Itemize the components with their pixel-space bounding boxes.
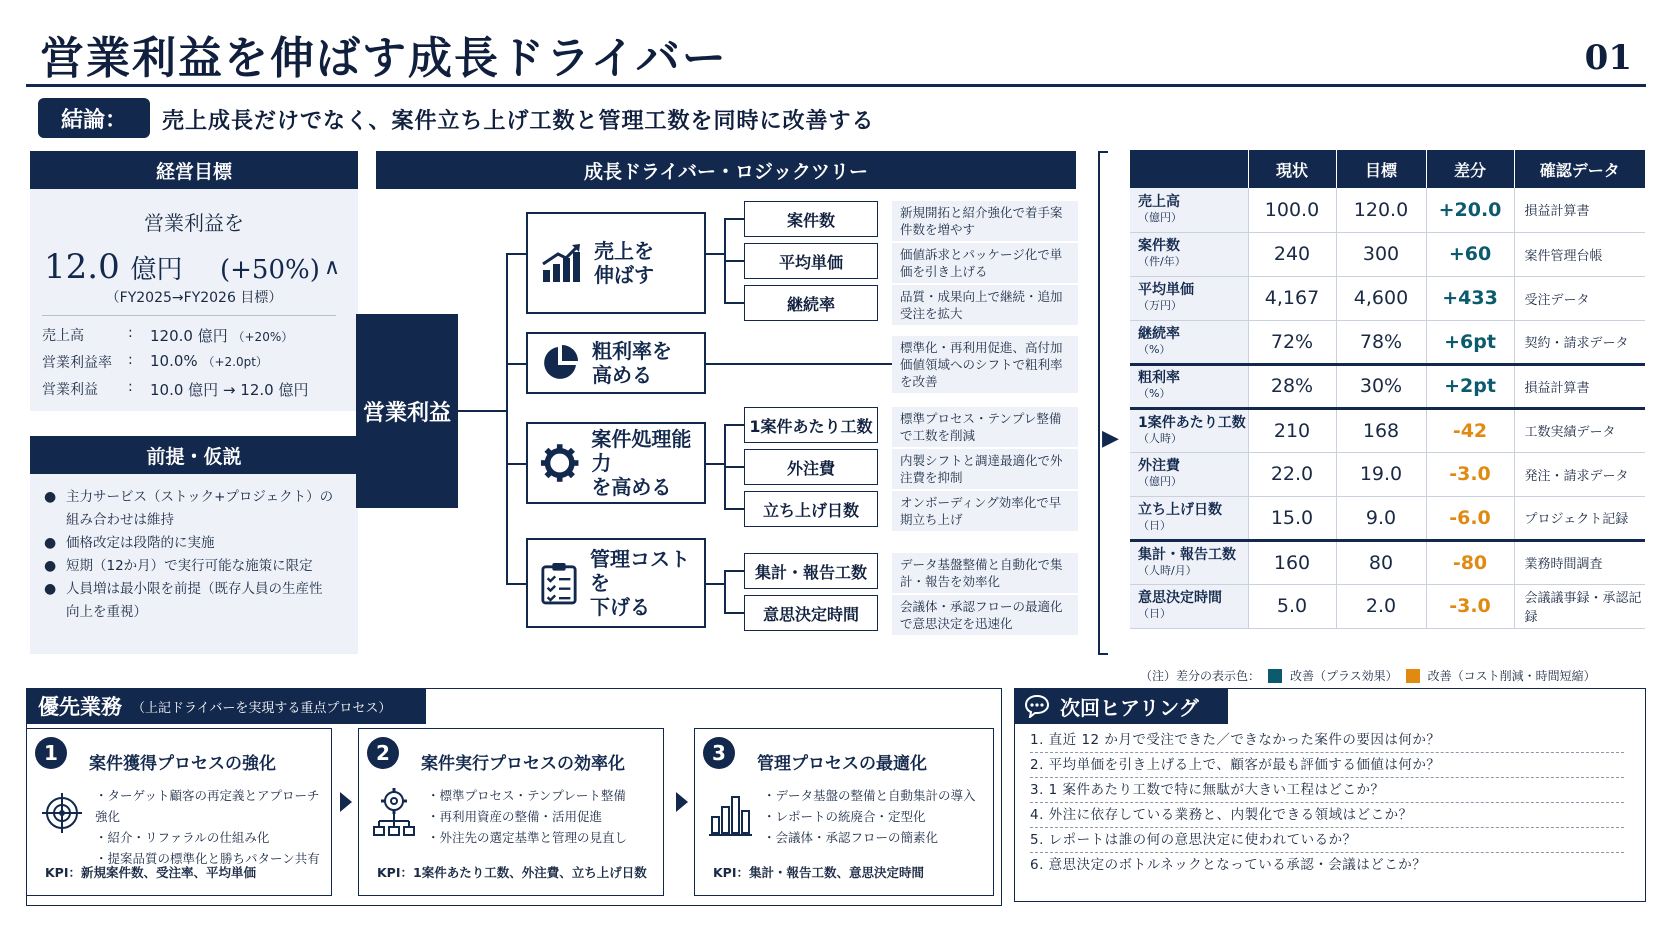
premise-heading: 前提・仮説 xyxy=(30,436,358,474)
list-item: ・提案品質の標準化と勝ちパターン共有 xyxy=(95,851,320,866)
bullet-text: 短期（12か月）で実行可能な施策に限定 xyxy=(66,558,313,574)
table-row xyxy=(1130,408,1645,452)
row-name xyxy=(1130,364,1248,408)
question-item: 4. 外注に依存している業務と、内製化できる領域はどこか？ xyxy=(1030,803,1624,828)
question-item: 2. 平均単価を引き上げる上で、顧客が最も評価する価値は何か？ xyxy=(1030,753,1624,778)
row-name-text: 集計・報告工数 xyxy=(1138,546,1236,563)
table-row xyxy=(1130,276,1645,320)
table-header-row xyxy=(1130,150,1645,188)
row-name xyxy=(1130,320,1248,364)
leaf-description: 価値訴求とパッケージ化で単価を引き上げる xyxy=(892,243,1078,283)
list-item: ・外注先の選定基準と管理の見直し xyxy=(427,830,628,845)
up-arrow-icon: ∧ xyxy=(324,255,341,280)
row-unit: （件/年） xyxy=(1138,255,1186,268)
row-name xyxy=(1130,540,1248,584)
bar-growth-icon xyxy=(540,242,582,284)
table-row xyxy=(1130,584,1645,628)
leaf-description: 品質・成果向上で継続・追加受注を拡大 xyxy=(892,285,1078,325)
row-name-text: 立ち上げ日数 xyxy=(1138,501,1222,518)
cell-target: 78% xyxy=(1336,320,1426,364)
leaf-outsourcing: 外注費 xyxy=(744,449,878,485)
goal-row-note: （+2.0pt） xyxy=(202,355,268,369)
question-item: 5. レポートは誰の何の意思決定に使われているか？ xyxy=(1030,828,1624,853)
premise-list xyxy=(44,486,334,624)
leaf-description: 標準化・再利用促進、高付加価値領域へのシフトで粗利率を改善 xyxy=(892,336,1078,393)
cell-target: 2.0 xyxy=(1336,584,1426,628)
cell-source: 業務時間調査 xyxy=(1514,540,1645,584)
card-title: 案件獲得プロセスの強化 xyxy=(89,754,276,774)
row-name-text: 案件数 xyxy=(1138,238,1180,254)
list-item: ・再利用資産の整備・活用促進 xyxy=(427,809,603,824)
row-unit: （%） xyxy=(1138,342,1171,356)
row-unit: （日） xyxy=(1138,518,1171,532)
goal-number: 12.0 xyxy=(44,247,120,287)
row-unit: （人時/月） xyxy=(1138,563,1197,577)
priority-header xyxy=(26,688,426,724)
cell-diff: +2pt xyxy=(1426,364,1514,408)
cell-source: 工数実績データ xyxy=(1514,408,1645,452)
bullet-dot: ● xyxy=(44,535,57,551)
connector xyxy=(724,302,744,304)
row-unit: （日） xyxy=(1138,607,1171,620)
bullet-dot: ● xyxy=(44,558,57,574)
connector xyxy=(506,463,526,465)
list-item: ・ターゲット顧客の再定義とアプローチ強化 xyxy=(95,788,320,824)
cell-target: 19.0 xyxy=(1336,452,1426,496)
bracket-arrow-icon: ▶ xyxy=(1102,426,1119,451)
priority-subtitle: （上記ドライバーを実現する重点プロセス） xyxy=(132,700,392,716)
card-number: 2 xyxy=(367,737,399,769)
connector xyxy=(724,218,744,220)
cell-current: 160 xyxy=(1248,540,1336,584)
arrow-right-icon xyxy=(340,792,352,812)
leaf-description: データ基盤整備と自動化で集計・報告を効率化 xyxy=(892,553,1078,593)
connector xyxy=(706,363,892,365)
table-header: 目標 xyxy=(1336,150,1426,188)
cell-source: 損益計算書 xyxy=(1514,364,1645,408)
gear-flow-icon xyxy=(371,783,417,839)
card-list xyxy=(95,785,331,869)
goal-row-colon: : xyxy=(128,379,133,395)
table-row xyxy=(1130,232,1645,276)
note-pos: 改善（プラス効果） xyxy=(1290,669,1398,683)
row-name xyxy=(1130,232,1248,276)
driver-label xyxy=(590,547,704,619)
list-item xyxy=(44,486,334,532)
connector xyxy=(706,583,724,585)
tree-heading: 成長ドライバー・ロジックツリー xyxy=(376,151,1076,189)
goal-row-key: 営業利益率 xyxy=(42,355,112,371)
cell-diff: +6pt xyxy=(1426,320,1514,364)
cell-current: 22.0 xyxy=(1248,452,1336,496)
priority-card xyxy=(358,728,664,896)
goal-line1: 営業利益を xyxy=(144,211,244,235)
goal-value xyxy=(44,247,183,287)
connector xyxy=(724,612,744,614)
page-number: 01 xyxy=(1584,38,1632,78)
bullet-dot: ● xyxy=(44,581,57,597)
cell-diff: -3.0 xyxy=(1426,452,1514,496)
card-title: 案件実行プロセスの効率化 xyxy=(421,754,625,774)
cell-current: 72% xyxy=(1248,320,1336,364)
bullet-text: 価格改定は段階的に実施 xyxy=(66,535,215,551)
table-header: 確認データ xyxy=(1514,150,1645,188)
cell-target: 30% xyxy=(1336,364,1426,408)
premise-panel xyxy=(30,474,358,654)
driver-label xyxy=(592,339,672,387)
pie-icon xyxy=(540,343,580,383)
page-title: 営業利益を伸ばす成長ドライバー xyxy=(40,33,728,84)
header-rule xyxy=(26,84,1646,87)
table-note xyxy=(1140,667,1596,684)
driver-label-line: を高める xyxy=(591,475,672,499)
goal-row-value: 10.0 億円 → 12.0 億円 xyxy=(150,381,309,399)
cell-target: 9.0 xyxy=(1336,496,1426,540)
driver-label-line: 伸ばす xyxy=(594,263,654,287)
bar-chart-icon xyxy=(707,783,753,839)
goal-divider xyxy=(42,315,336,316)
row-name xyxy=(1130,188,1248,232)
cell-diff: -80 xyxy=(1426,540,1514,584)
cell-source: 契約・請求データ xyxy=(1514,320,1645,364)
target-icon xyxy=(39,783,85,839)
goal-row-value-main: 10.0% xyxy=(150,352,198,370)
connector xyxy=(506,363,526,365)
cell-source: 会議議事録・承認記録 xyxy=(1514,584,1645,628)
cell-target: 120.0 xyxy=(1336,188,1426,232)
driver-cost xyxy=(526,538,706,628)
table-header: 現状 xyxy=(1248,150,1336,188)
list-item xyxy=(44,532,334,555)
list-item xyxy=(44,555,334,578)
cell-target: 300 xyxy=(1336,232,1426,276)
row-name-text: 外注費 xyxy=(1138,458,1180,474)
list-item: ・レポートの統廃合・定型化 xyxy=(763,809,926,824)
row-name-text: 粗利率 xyxy=(1138,370,1180,386)
leaf-hours: 1案件あたり工数 xyxy=(744,407,878,443)
goal-row-value-main: 120.0 億円 xyxy=(150,327,228,345)
table-row xyxy=(1130,496,1645,540)
next-hearing-title: 次回ヒアリング xyxy=(1060,695,1199,720)
row-unit: （人時） xyxy=(1138,431,1182,445)
connector xyxy=(724,466,744,468)
card-kpi: KPI：1案件あたり工数、外注費、立ち上げ日数 xyxy=(377,865,647,880)
row-name xyxy=(1130,496,1248,540)
cell-target: 4,600 xyxy=(1336,276,1426,320)
question-item: 3. 1 案件あたり工数で特に無駄が大きい工程はどこか？ xyxy=(1030,778,1624,803)
table-row xyxy=(1130,452,1645,496)
list-item: ・紹介・リファラルの仕組み化 xyxy=(95,830,270,845)
question-item: 1. 直近 12 か月で受注できた／できなかった案件の要因は何か？ xyxy=(1030,728,1624,753)
priority-card xyxy=(26,728,332,896)
driver-margin xyxy=(526,332,706,394)
driver-label-line: 下げる xyxy=(590,595,650,619)
driver-label xyxy=(591,427,704,499)
cell-current: 100.0 xyxy=(1248,188,1336,232)
cell-diff: -42 xyxy=(1426,408,1514,452)
list-item: ・会議体・承認フローの簡素化 xyxy=(763,830,939,845)
cell-source: 受注データ xyxy=(1514,276,1645,320)
card-kpi: KPI：新規案件数、受注率、平均単価 xyxy=(45,865,256,880)
table-row xyxy=(1130,320,1645,364)
cell-diff: -6.0 xyxy=(1426,496,1514,540)
pos-swatch xyxy=(1268,669,1282,683)
goal-row-colon: : xyxy=(128,352,133,368)
bullet-text: 人員増は最小限を前提（既存人員の生産性向上を重視） xyxy=(66,581,323,620)
connector xyxy=(506,583,526,585)
connector xyxy=(506,253,526,255)
driver-label-line: 高める xyxy=(592,363,652,387)
leaf-description: オンボーディング効率化で早期立ち上げ xyxy=(892,491,1078,531)
connector xyxy=(724,424,744,426)
goal-percent: (+50%) xyxy=(220,255,320,285)
table-header: 差分 xyxy=(1426,150,1514,188)
cell-current: 240 xyxy=(1248,232,1336,276)
card-title: 管理プロセスの最適化 xyxy=(757,754,927,774)
question-item: 6. 意思決定のボトルネックとなっている承認・会議はどこか？ xyxy=(1030,857,1427,873)
cell-target: 168 xyxy=(1336,408,1426,452)
leaf-description: 標準プロセス・テンプレ整備で工数を削減 xyxy=(892,407,1078,447)
conclusion-badge: 結論： xyxy=(38,98,150,138)
card-kpi: KPI：集計・報告工数、意思決定時間 xyxy=(713,865,924,880)
connector xyxy=(506,253,508,584)
note-neg: 改善（コスト削減・時間短縮） xyxy=(1427,669,1596,683)
next-hearing-header xyxy=(1014,688,1228,724)
bullet-text: 主力サービス（ストック+プロジェクト）の組み合わせは維持 xyxy=(66,489,334,528)
card-list xyxy=(427,785,627,848)
card-list xyxy=(763,785,976,848)
row-name-text: 1案件あたり工数 xyxy=(1138,414,1246,431)
clipboard-icon xyxy=(540,560,578,606)
row-name xyxy=(1130,452,1248,496)
connector xyxy=(724,508,744,510)
goal-row-key: 営業利益 xyxy=(42,382,98,398)
arrow-right-icon xyxy=(676,792,688,812)
leaf-price: 平均単価 xyxy=(744,243,878,279)
cell-source: 発注・請求データ xyxy=(1514,452,1645,496)
leaf-description: 会議体・承認フローの最適化で意思決定を迅速化 xyxy=(892,595,1078,635)
cell-current: 4,167 xyxy=(1248,276,1336,320)
leaf-onboarding: 立ち上げ日数 xyxy=(744,491,878,527)
list-item: ・標準プロセス・テンプレート整備 xyxy=(427,788,626,803)
priority-title: 優先業務 xyxy=(38,695,122,719)
goal-heading: 経営目標 xyxy=(30,151,358,189)
cell-current: 210 xyxy=(1248,408,1336,452)
driver-label-line: 案件処理能力 xyxy=(591,427,692,475)
card-number: 3 xyxy=(703,737,735,769)
priority-card xyxy=(694,728,994,896)
cell-diff: -3.0 xyxy=(1426,584,1514,628)
table-row xyxy=(1130,540,1645,584)
driver-label xyxy=(594,239,654,287)
cell-diff: +433 xyxy=(1426,276,1514,320)
cell-diff: +20.0 xyxy=(1426,188,1514,232)
row-unit: （万円） xyxy=(1138,299,1182,312)
row-name xyxy=(1130,408,1248,452)
cell-source: 損益計算書 xyxy=(1514,188,1645,232)
bracket-line xyxy=(1098,151,1100,655)
bracket-line xyxy=(1098,653,1108,655)
connector xyxy=(724,570,726,612)
goal-row xyxy=(42,352,268,372)
list-item: ・データ基盤の整備と自動集計の導入 xyxy=(763,788,976,803)
leaf-retention: 継続率 xyxy=(744,285,878,321)
driver-label-line: 売上を xyxy=(594,239,654,263)
bracket-line xyxy=(1098,151,1108,153)
row-name-text: 意思決定時間 xyxy=(1138,590,1222,606)
goal-panel xyxy=(30,189,358,411)
row-name xyxy=(1130,584,1248,628)
connector xyxy=(724,260,744,262)
cell-target: 80 xyxy=(1336,540,1426,584)
driver-sales xyxy=(526,212,706,314)
row-name-text: 継続率 xyxy=(1138,325,1180,342)
gear-icon xyxy=(540,442,579,484)
kpi-table xyxy=(1130,150,1645,629)
card-number: 1 xyxy=(35,737,67,769)
connector xyxy=(706,253,724,255)
row-name xyxy=(1130,276,1248,320)
row-name-text: 平均単価 xyxy=(1138,282,1194,298)
cell-current: 15.0 xyxy=(1248,496,1336,540)
goal-period: （FY2025→FY2026 目標） xyxy=(105,290,283,306)
list-item xyxy=(44,578,334,624)
connector xyxy=(458,410,506,412)
leaf-reporting: 集計・報告工数 xyxy=(744,553,878,589)
bullet-dot: ● xyxy=(44,489,57,505)
tree-root: 営業利益 xyxy=(356,314,458,508)
table-row xyxy=(1130,188,1645,232)
goal-row-note: （+20%） xyxy=(232,330,294,344)
neg-swatch xyxy=(1406,669,1420,683)
note-label: （注）差分の表示色： xyxy=(1140,669,1261,683)
row-unit: （億円） xyxy=(1138,475,1182,488)
goal-row xyxy=(42,325,293,346)
row-unit: （億円） xyxy=(1138,210,1182,224)
goal-row-value xyxy=(150,325,293,346)
table-header xyxy=(1130,150,1248,188)
goal-row xyxy=(42,379,308,400)
cell-source: 案件管理台帳 xyxy=(1514,232,1645,276)
cell-current: 5.0 xyxy=(1248,584,1336,628)
row-name-text: 売上高 xyxy=(1138,193,1180,210)
leaf-description: 新規開拓と紹介強化で着手案件数を増やす xyxy=(892,201,1078,241)
driver-label-line: 管理コストを xyxy=(590,547,690,595)
leaf-description: 内製シフトと調達最適化で外注費を抑制 xyxy=(892,449,1078,489)
goal-row-colon: : xyxy=(128,325,133,341)
row-unit: （%） xyxy=(1138,387,1171,400)
leaf-count: 案件数 xyxy=(744,201,878,237)
connector xyxy=(724,570,744,572)
leaf-decision: 意思決定時間 xyxy=(744,595,878,631)
driver-label-line: 粗利率を xyxy=(592,339,672,363)
cell-source: プロジェクト記録 xyxy=(1514,496,1645,540)
cell-current: 28% xyxy=(1248,364,1336,408)
driver-capacity xyxy=(526,422,706,504)
connector xyxy=(706,463,724,465)
table-row xyxy=(1130,364,1645,408)
cell-diff: +60 xyxy=(1426,232,1514,276)
conclusion-text: 売上成長だけでなく、案件立ち上げ工数と管理工数を同時に改善する xyxy=(162,109,875,134)
goal-unit: 億円 xyxy=(130,255,183,285)
goal-row-value xyxy=(150,352,268,372)
goal-row-key: 売上高 xyxy=(42,328,84,344)
chat-icon xyxy=(1024,694,1050,718)
